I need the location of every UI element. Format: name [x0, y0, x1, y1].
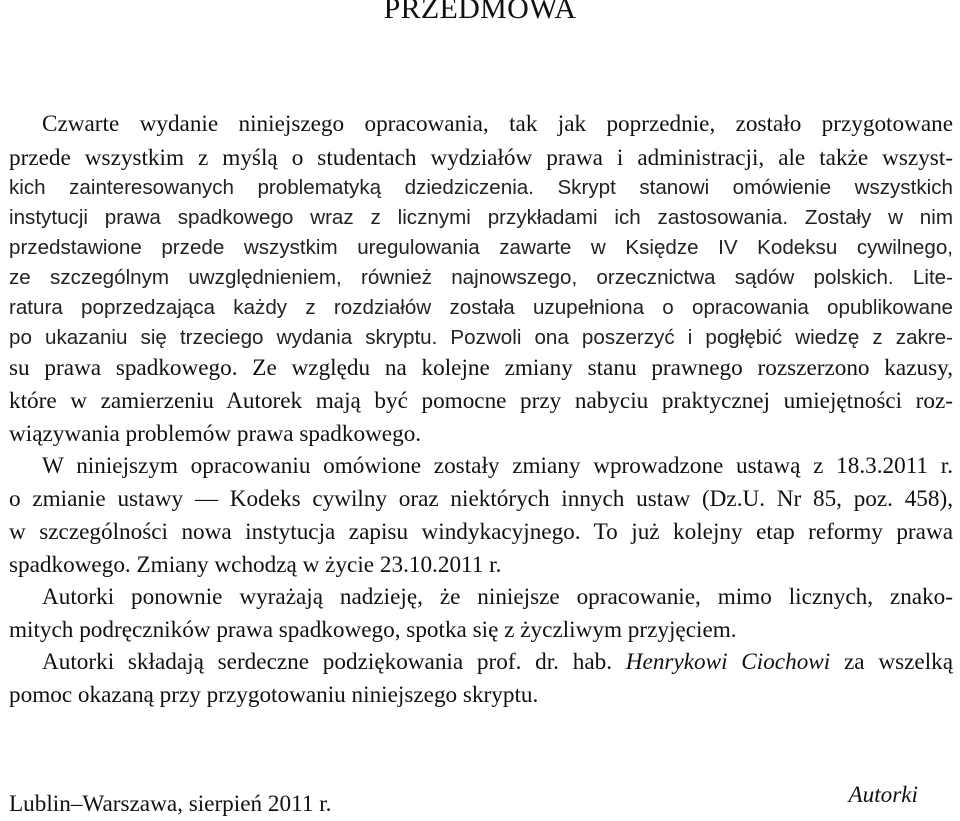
- paragraph-line: ze szczególnym uwzględnieniem, również najnowszego, orzecznictwa sądów polskich. Lite-: [9, 266, 953, 289]
- page-title: PRZEDMOWA: [383, 0, 577, 25]
- paragraph-line: su prawa spadkowego. Ze względu na kolejne zmiany stanu prawnego rozszerzono kazusy,: [9, 355, 953, 381]
- paragraph-line: ratura poprzedzająca każdy z rozdziałów została uzupełniona o opracowania opublikowane: [9, 296, 953, 319]
- paragraph-line: przede wszystkim z myślą o studentach wydziałów prawa i administracji, ale także wszyst-: [9, 145, 953, 171]
- paragraph-line: mitych podręczników prawa spadkowego, spotka się z życzliwym przyjęciem.: [9, 617, 737, 643]
- paragraph-line: pomoc okazaną przy przygotowaniu niniejszego skryptu.: [9, 682, 539, 708]
- paragraph-line: instytucji prawa spadkowego wraz z licznymi przykładami ich zastosowania. Zostały w nim: [9, 206, 953, 229]
- paragraph-line: Autorki ponownie wyrażają nadzieję, że niniejsze opracowanie, mimo licznych, znako-: [42, 584, 953, 610]
- signature: Autorki: [848, 782, 918, 808]
- paragraph-text: Autorki składają serdeczne podziękowania prof. dr. hab.: [42, 649, 613, 675]
- paragraph-line: spadkowego. Zmiany wchodzą w życie 23.10.2011 r.: [9, 552, 502, 578]
- paragraph-line: wiązywania problemów prawa spadkowego.: [9, 421, 422, 447]
- paragraph-line: [42, 645, 953, 679]
- paragraph-line: kich zainteresowanych problematyką dziedziczenia. Skrypt stanowi omówienie wszystkich: [9, 176, 953, 199]
- paragraph-line: Czwarte wydanie niniejszego opracowania, tak jak poprzednie, zostało przygotowane: [42, 111, 953, 137]
- paragraph-line: po ukazaniu się trzeciego wydania skryptu. Pozwoli ona poszerzyć i pogłębić wiedzę z zakre-: [9, 326, 953, 349]
- paragraph-line: które w zamierzeniu Autorek mają być pomocne przy nabyciu praktycznej umiejętności roz-: [9, 388, 953, 414]
- paragraph-line: W niniejszym opracowaniu omówione zostały zmiany wprowadzone ustawą z 18.3.2011 r.: [42, 453, 953, 479]
- place-date: Lublin–Warszawa, sierpień 2011 r.: [9, 791, 332, 817]
- paragraph-line: o zmianie ustawy — Kodeks cywilny oraz niektórych innych ustaw (Dz.U. Nr 85, poz. 458),: [9, 486, 953, 512]
- paragraph-line: w szczególności nowa instytucja zapisu windykacyjnego. To już kolejny etap reformy prawa: [9, 519, 953, 545]
- paragraph-text: za wszelką: [843, 649, 954, 675]
- person-name: Henrykowi Ciochowi: [625, 649, 831, 675]
- paragraph-line: przedstawione przede wszystkim uregulowania zawarte w Księdze IV Kodeksu cywilnego,: [9, 236, 953, 259]
